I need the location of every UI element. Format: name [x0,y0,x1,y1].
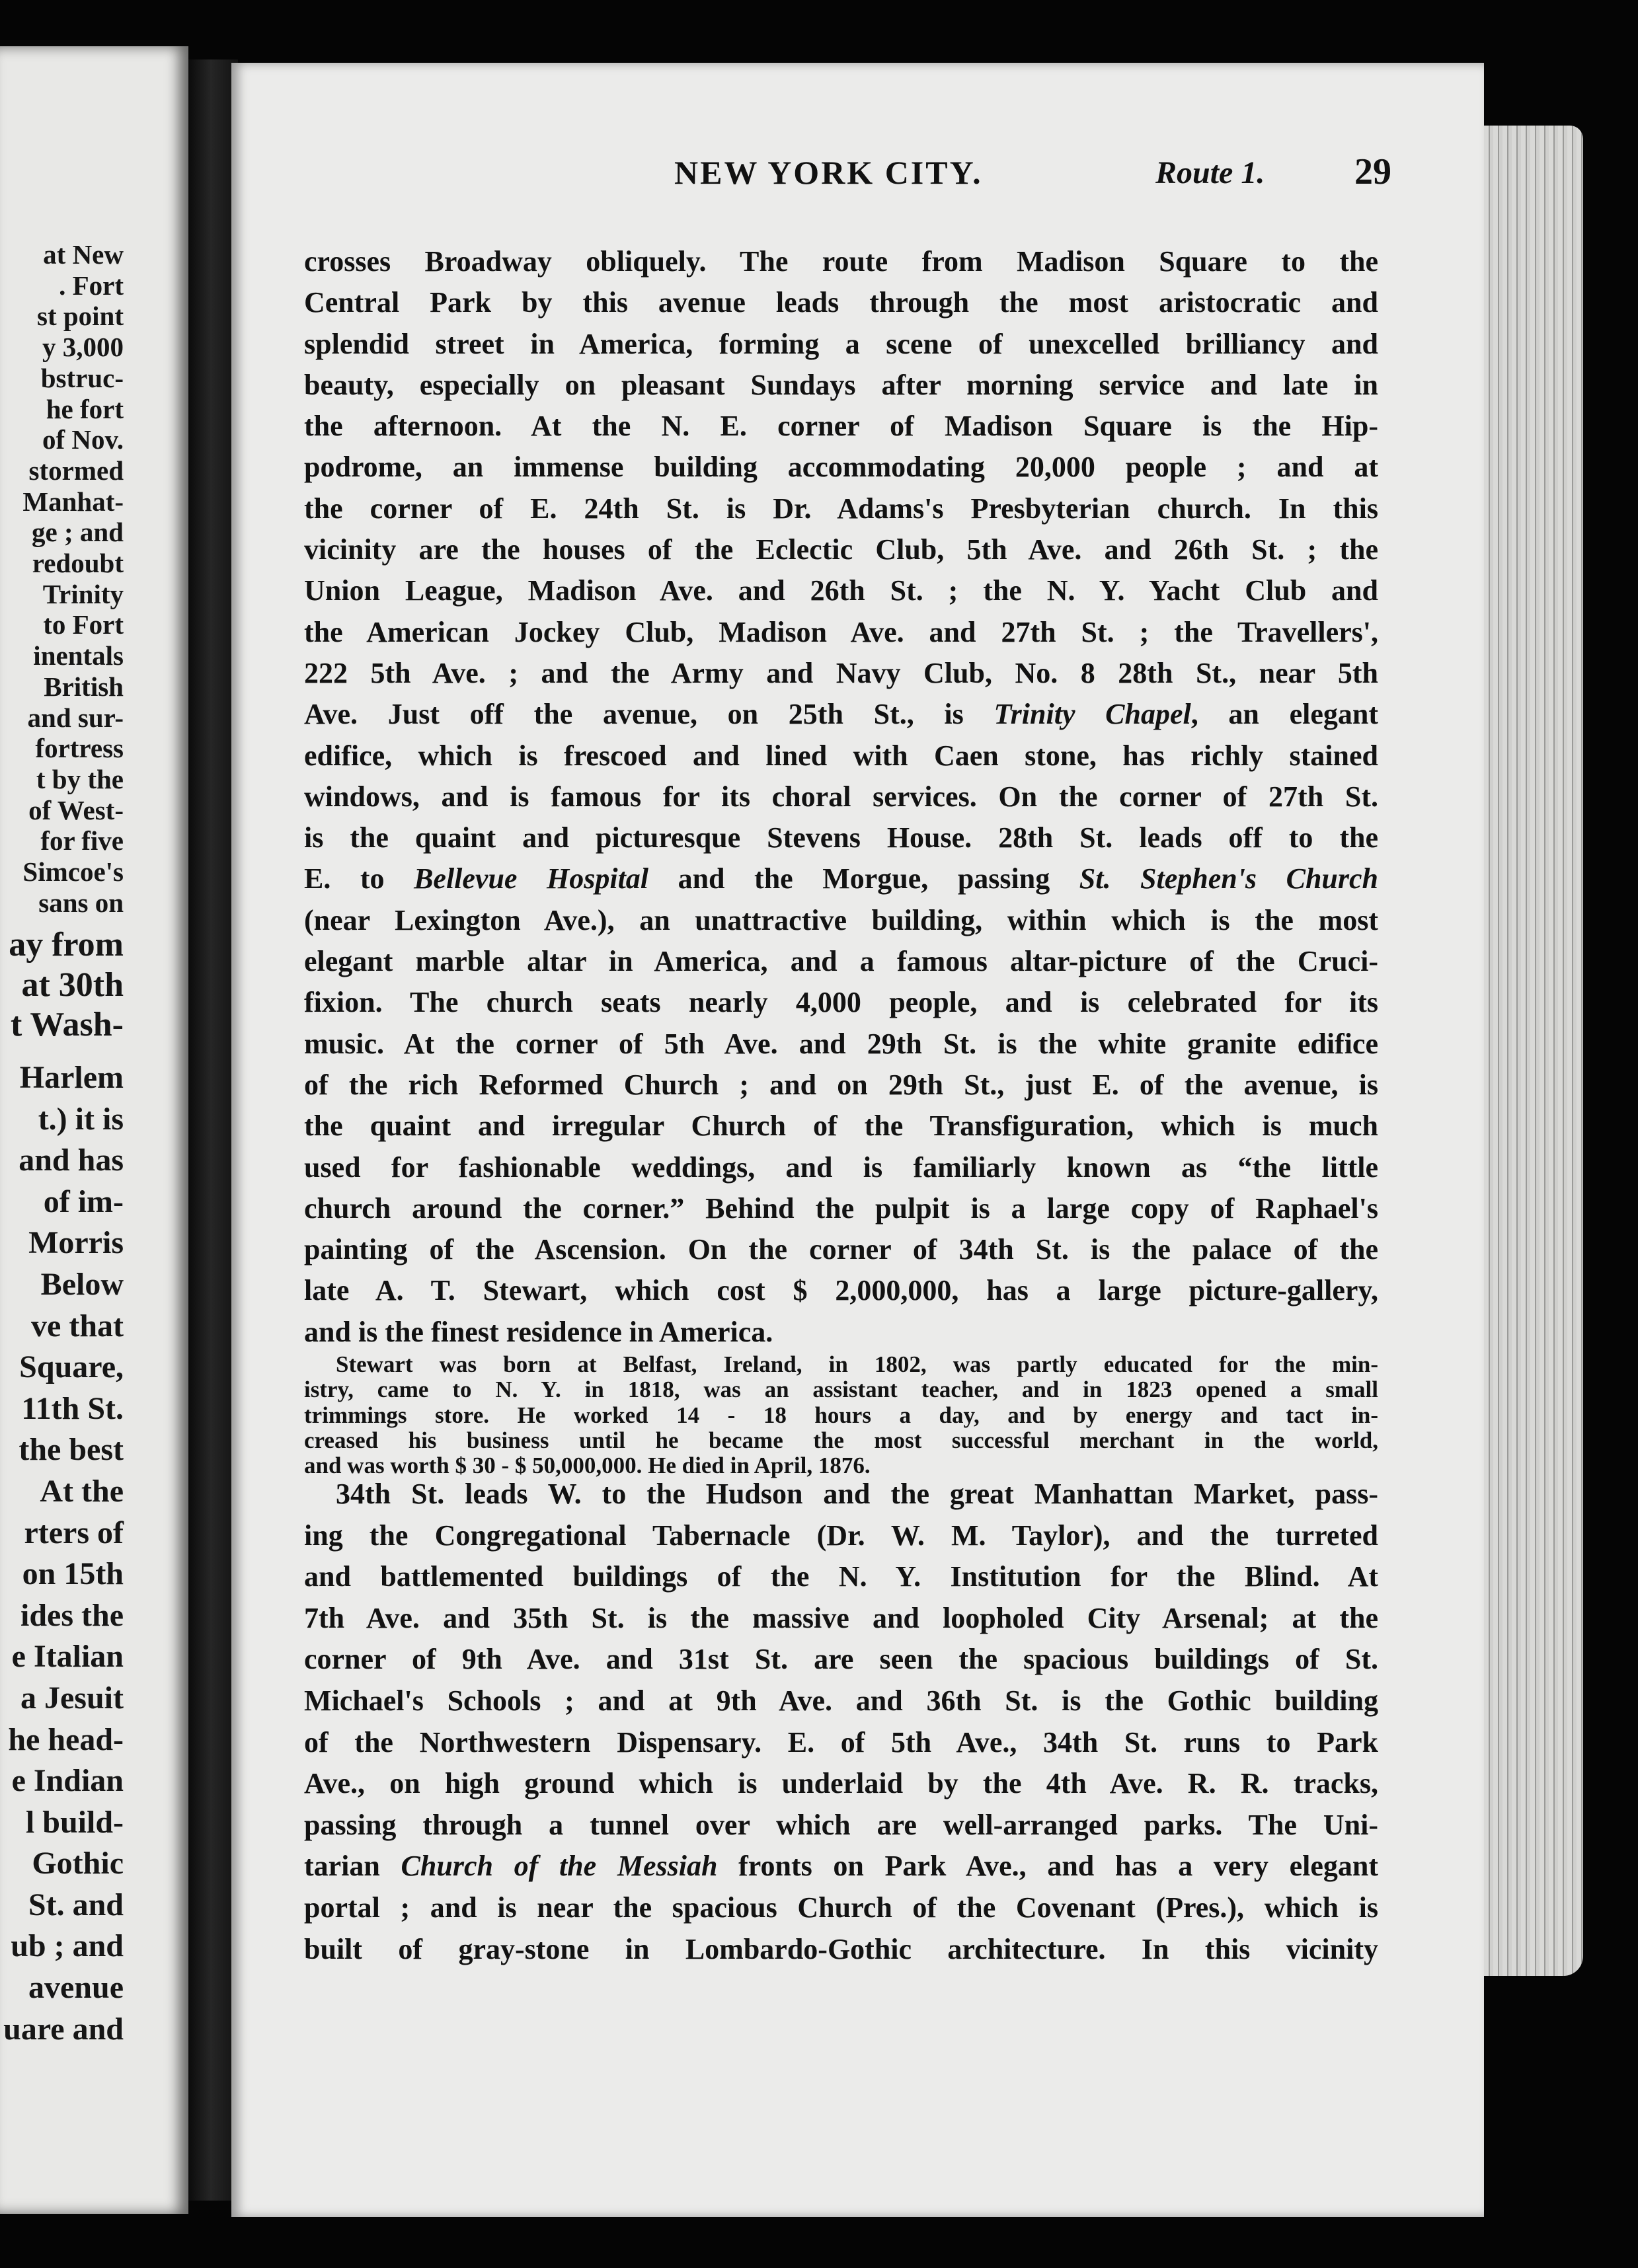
text-line: podrome, an immense building accommodating 20,000 people ; and at [304,451,1378,484]
text-line: Michael's Schools ; and at 9th Ave. and 36th St. is the Gothic building [304,1684,1378,1717]
text-line: E. to Bellevue Hospital and the Morgue, passing St. Stephen's Church [304,862,1379,895]
page-edges [1484,126,1583,1976]
text-line: 222 5th Ave. ; and the Army and Navy Club, No. 8 28th St., near 5th [304,656,1378,689]
text-line: e Indian [11,1763,124,1799]
text-line: he fort [46,393,124,424]
text-line: the afternoon. At the N. E. corner of Madison Square is the Hip- [304,410,1378,443]
text-line: 7th Ave. and 35th St. is the massive and loopholed City Arsenal; at the [304,1601,1378,1634]
running-title: NEW YORK CITY. [674,154,983,191]
text-line: of West- [28,794,124,825]
text-line: the corner of E. 24th St. is Dr. Adams's Presbyterian church. In this [304,492,1378,525]
text-line: music. At the corner of 5th Ave. and 29th St. is the white granite edifice [304,1027,1378,1060]
text-line: Gothic [32,1846,124,1881]
book-gutter [188,59,238,2201]
text-line: crosses Broadway obliquely. The route from Madison Square to the [304,245,1378,278]
text-line: bstruc- [40,362,124,393]
left-facing-page [0,46,188,2214]
text-line: of Nov. [42,424,124,455]
text-line: ub ; and [11,1928,124,1964]
text-line: the American Jockey Club, Madison Ave. and 27th St. ; the Travellers', [304,615,1378,648]
text-line: Stewart was born at Belfast, Ireland, in 1802, was partly educated for the min- [336,1351,1378,1377]
text-line: ay from [9,926,124,964]
text-line: of the Northwestern Dispensary. E. of 5th Ave., 34th St. runs to Park [304,1725,1378,1758]
text-line: Manhat- [22,486,124,517]
text-line: splendid street in America, forming a scene of unexcelled brilliancy and [304,327,1378,360]
text-line: . Fort [59,270,124,301]
text-line: stormed [28,455,124,486]
text-line: sans on [38,887,124,918]
text-line: l build- [25,1804,124,1840]
text-line: ge ; and [32,517,124,548]
text-line: 11th St. [21,1390,124,1426]
text-line: Square, [19,1349,124,1385]
text-line: t Wash- [11,1006,124,1044]
text-line: (near Lexington Ave.), an unattractive building, within which is the most [304,903,1378,936]
text-line: vicinity are the houses of the Eclectic Club, 5th Ave. and 26th St. ; the [304,533,1378,566]
left-page-text-block-b [9,925,124,1045]
text-line: used for fashionable weddings, and is familiarly known as “the little [304,1151,1378,1184]
text-line: e Italian [11,1639,124,1675]
text-line: passing through a tunnel over which are well-arranged parks. The Uni- [304,1808,1378,1841]
text-line: portal ; and is near the spacious Church of the Covenant (Pres.), which is [304,1891,1378,1924]
left-page-text-block-c [3,1057,124,2050]
text-line: painting of the Ascension. On the corner of 34th St. is the palace of the [304,1233,1378,1266]
text-line: t.) it is [38,1101,124,1137]
text-line: creased his business until he became the most successful merchant in the world, [304,1427,1378,1453]
text-line: Harlem [19,1060,124,1095]
text-line: fortress [35,733,124,764]
text-line: avenue [28,1970,124,2006]
page-number: 29 [1354,151,1391,192]
text-line: istry, came to N. Y. in 1818, was an assistant teacher, and in 1823 opened a small [304,1377,1378,1403]
text-line: Ave., on high ground which is underlaid by the 4th Ave. R. R. tracks, [304,1767,1378,1800]
text-line: of im- [43,1184,124,1219]
text-line: to Fort [43,609,124,640]
text-line: 34th St. leads W. to the Hudson and the great Manhattan Market, pass- [336,1478,1378,1510]
text-line: t by the [36,763,124,794]
text-line: edifice, which is frescoed and lined with Caen stone, has richly stained [304,739,1378,772]
text-line: uare and [3,2011,124,2047]
text-line: at 30th [21,965,124,1004]
route-label: Route 1. [1155,155,1265,190]
text-line: elegant marble altar in America, and a famous altar-picture of the Cruci- [304,945,1378,978]
text-line: for five [40,825,124,856]
text-line: rters of [24,1515,124,1550]
text-line: redoubt [32,548,124,579]
text-line: inentals [33,640,124,671]
text-line: fixion. The church seats nearly 4,000 people, and is celebrated for its [304,986,1378,1019]
text-line: ides the [20,1597,124,1633]
text-line: ve that [31,1308,124,1343]
text-line: of the rich Reformed Church ; and on 29th St., just E. of the avenue, is [304,1068,1378,1101]
text-line: the quaint and irregular Church of the Transfiguration, which is much [304,1110,1378,1143]
text-line: At the [40,1473,124,1509]
text-line: and sur- [27,702,124,733]
text-line: the best [19,1432,124,1468]
text-line: late A. T. Stewart, which cost $ 2,000,000, has a large picture-gallery, [304,1274,1378,1307]
text-line: is the quaint and picturesque Stevens House. 28th St. leads off to the [304,821,1378,854]
text-line: Central Park by this avenue leads through the most aristocratic and [304,286,1378,319]
running-header [674,153,1391,200]
text-line: at New [43,239,124,270]
text-line: Morris [28,1225,124,1261]
text-line: Trinity [42,578,124,609]
text-line: and is the finest residence in America. [304,1315,773,1348]
text-line: trimmings store. He worked 14 - 18 hours a day, and by energy and tact in- [304,1402,1378,1428]
text-line: built of gray-stone in Lombardo-Gothic architecture. In this vicinity [304,1932,1378,1965]
text-line: a Jesuit [20,1680,124,1716]
text-line: church around the corner.” Behind the pulpit is a large copy of Raphael's [304,1191,1378,1225]
text-line: and battlemented buildings of the N. Y. Institution for the Blind. At [304,1560,1378,1593]
text-line: y 3,000 [42,332,124,363]
text-line: tarian Church of the Messiah fronts on Park Ave., and has a very elegant [304,1850,1378,1883]
footnote [304,1352,1378,1478]
text-line: St. and [28,1887,124,1922]
paragraph-1 [304,241,1378,1353]
text-line: he head- [8,1721,124,1757]
text-line: Simcoe's [22,856,124,888]
text-line: on 15th [22,1556,124,1592]
text-line: beauty, especially on pleasant Sundays after morning service and late in [304,368,1378,401]
text-line: Union League, Madison Ave. and 26th St. ; the N. Y. Yacht Club and [304,574,1378,607]
text-line: British [44,671,124,702]
text-line: ing the Congregational Tabernacle (Dr. W. M. Taylor), and the turreted [304,1519,1378,1552]
text-line: Ave. Just off the avenue, on 25th St., is Trinity Chapel, an elegant [304,698,1378,731]
text-line: st point [36,301,124,332]
text-line: corner of 9th Ave. and 31st St. are seen the spacious buildings of St. [304,1643,1378,1676]
text-line: and has [19,1143,124,1178]
text-line: and was worth $ 30 - $ 50,000,000. He died in April, 1876. [304,1453,871,1479]
text-line: windows, and is famous for its choral services. On the corner of 27th St. [304,780,1378,813]
paragraph-2 [304,1474,1378,1970]
text-line: Below [40,1266,124,1302]
left-page-text-block-a [22,239,124,918]
